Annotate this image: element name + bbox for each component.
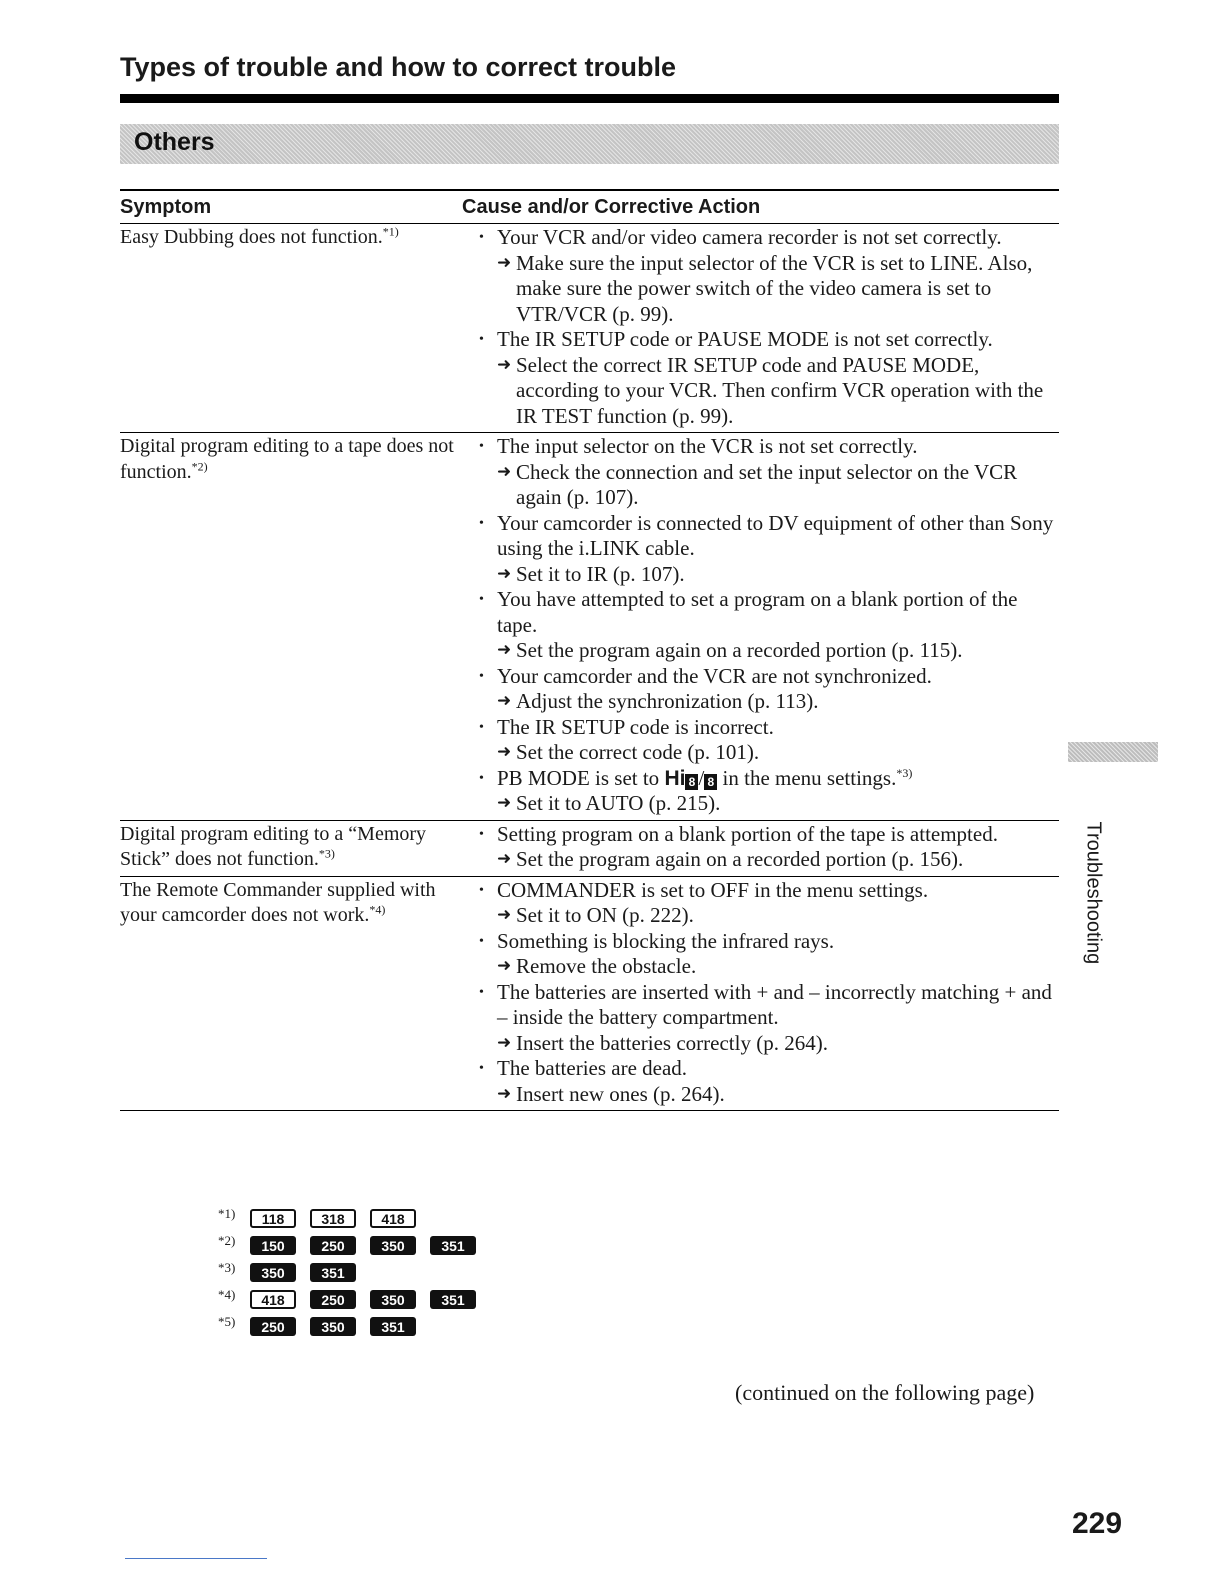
symptom-text: Easy Dubbing does not function. bbox=[120, 226, 383, 248]
cause-text: Your camcorder and the VCR are not synchronized. bbox=[497, 663, 932, 688]
cause-text: You have attempted to set a program on a blank portion of the tape. bbox=[497, 587, 1018, 637]
model-badge: 350 bbox=[250, 1263, 296, 1282]
arrow-right-icon: ➜ bbox=[497, 252, 512, 273]
bullet-icon: • bbox=[479, 515, 484, 531]
cause-item bbox=[462, 929, 1059, 955]
hi8-logo-prefix: Hi bbox=[664, 766, 686, 790]
footnote-ref: *3) bbox=[318, 846, 335, 861]
table-row bbox=[120, 433, 1059, 821]
continued-note: (continued on the following page) bbox=[735, 1380, 1035, 1405]
cause-item bbox=[462, 511, 1059, 562]
table-body bbox=[120, 224, 1059, 1111]
table-row bbox=[120, 821, 1059, 877]
table-row bbox=[120, 877, 1059, 1112]
bullet-icon: • bbox=[479, 933, 484, 949]
cause-item bbox=[462, 878, 1059, 904]
cause-text: in the menu settings. bbox=[717, 765, 897, 790]
model-badge: 351 bbox=[430, 1236, 476, 1255]
action-item bbox=[462, 903, 1059, 929]
cause-text: The IR SETUP code is incorrect. bbox=[497, 714, 774, 739]
model-badge: 351 bbox=[370, 1317, 416, 1336]
action-text: Set it to AUTO (p. 215). bbox=[516, 791, 721, 815]
model-badge: 350 bbox=[370, 1236, 416, 1255]
action-text: Set the program again on a recorded portion (p. 115). bbox=[516, 638, 963, 662]
cause-item bbox=[462, 715, 1059, 741]
model-row bbox=[218, 1205, 490, 1232]
action-item bbox=[462, 847, 1059, 873]
action-text: Adjust the synchronization (p. 113). bbox=[516, 689, 819, 713]
symptom-cell bbox=[120, 225, 462, 429]
header-symptom: Symptom bbox=[120, 195, 212, 218]
cause-text: Something is blocking the infrared rays. bbox=[497, 928, 835, 953]
action-text: Set the program again on a recorded portion (p. 156). bbox=[516, 847, 964, 871]
causes-cell bbox=[462, 822, 1059, 873]
bullet-icon: • bbox=[479, 332, 484, 347]
slash-text: / bbox=[698, 765, 705, 790]
cause-text: Setting program on a blank portion of the tape is attempted. bbox=[497, 821, 998, 846]
cause-text: COMMANDER is set to OFF in the menu settings. bbox=[497, 877, 929, 902]
action-text: Make sure the input selector of the VCR is set to LINE. Also, make sure the power switch of the video camera is set to VTR/VCR (p. 99). bbox=[516, 250, 1033, 326]
action-item bbox=[462, 740, 1059, 766]
arrow-right-icon: ➜ bbox=[497, 691, 512, 711]
model-row bbox=[218, 1313, 490, 1340]
model-badge: 418 bbox=[250, 1290, 296, 1309]
action-item bbox=[462, 638, 1059, 664]
action-text: Check the connection and set the input selector on the VCR again (p. 107). bbox=[516, 459, 1018, 509]
table-row bbox=[120, 224, 1059, 433]
bullet-icon: • bbox=[479, 230, 484, 245]
model-badge: 418 bbox=[370, 1209, 416, 1228]
footnote-ref: *1) bbox=[382, 224, 399, 239]
bullet-icon: • bbox=[479, 826, 484, 842]
cause-item bbox=[462, 664, 1059, 690]
cause-item bbox=[462, 225, 1059, 251]
bullet-icon: • bbox=[479, 984, 484, 1000]
hi8-box-icon: 8 bbox=[685, 774, 698, 790]
symptom-text: Digital program editing to a tape does not function. bbox=[120, 435, 454, 483]
sidebar-tab bbox=[1068, 742, 1158, 762]
cause-text: Your VCR and/or video camera recorder is not set correctly. bbox=[497, 225, 1002, 249]
action-text: Remove the obstacle. bbox=[516, 954, 697, 978]
cause-text: The input selector on the VCR is not set correctly. bbox=[497, 434, 918, 458]
causes-cell bbox=[462, 434, 1059, 817]
model-row bbox=[218, 1286, 490, 1313]
action-item bbox=[462, 1082, 1059, 1108]
action-item bbox=[462, 353, 1059, 430]
model-row bbox=[218, 1232, 490, 1259]
cause-item bbox=[462, 587, 1059, 638]
cause-text: Your camcorder is connected to DV equipment of other than Sony using the i.LINK cable. bbox=[497, 510, 1054, 560]
cause-text: The batteries are inserted with + and – incorrectly matching + and – inside the battery compartment. bbox=[497, 979, 1052, 1029]
model-badge: 250 bbox=[310, 1236, 356, 1255]
cause-item bbox=[462, 327, 1059, 353]
model-key: *5) bbox=[218, 1313, 236, 1329]
title-rule bbox=[120, 94, 1059, 103]
arrow-right-icon: ➜ bbox=[497, 354, 512, 375]
model-legend bbox=[218, 1205, 490, 1340]
action-item bbox=[462, 562, 1059, 588]
bottom-rule bbox=[125, 1558, 267, 1559]
table-header bbox=[120, 191, 1059, 224]
action-text: Select the correct IR SETUP code and PAUSE MODE, according to your VCR. Then confirm VCR operation with the IR TEST function (p. 99). bbox=[516, 352, 1044, 428]
sidebar-label: Troubleshooting bbox=[1082, 821, 1105, 965]
page-number: 229 bbox=[1072, 1507, 1123, 1540]
footnote-ref: *2) bbox=[191, 458, 208, 473]
cause-item bbox=[462, 822, 1059, 848]
section-title: Others bbox=[134, 128, 215, 156]
action-text: Set the correct code (p. 101). bbox=[516, 740, 760, 764]
cause-item bbox=[462, 766, 1059, 792]
model-row bbox=[218, 1259, 490, 1286]
hi8-box-icon: 8 bbox=[704, 774, 717, 790]
bullet-icon: • bbox=[479, 668, 484, 684]
action-item bbox=[462, 689, 1059, 715]
model-badge: 350 bbox=[370, 1290, 416, 1309]
page-title: Types of trouble and how to correct trouble bbox=[120, 52, 677, 82]
arrow-right-icon: ➜ bbox=[497, 640, 512, 660]
symptom-cell bbox=[120, 822, 462, 873]
bullet-icon: • bbox=[479, 770, 484, 786]
model-badge: 351 bbox=[310, 1263, 356, 1282]
symptom-text: The Remote Commander supplied with your camcorder does not work. bbox=[120, 878, 436, 926]
arrow-right-icon: ➜ bbox=[497, 793, 512, 813]
action-item bbox=[462, 460, 1059, 511]
footnote-ref: *3) bbox=[896, 765, 913, 780]
model-badge: 118 bbox=[250, 1209, 296, 1228]
model-badge: 250 bbox=[310, 1290, 356, 1309]
arrow-right-icon: ➜ bbox=[497, 849, 512, 869]
causes-cell bbox=[462, 878, 1059, 1108]
header-cause: Cause and/or Corrective Action bbox=[462, 195, 761, 218]
arrow-right-icon: ➜ bbox=[497, 563, 512, 584]
arrow-right-icon: ➜ bbox=[497, 461, 512, 482]
model-badge: 250 bbox=[250, 1317, 296, 1336]
model-key: *1) bbox=[218, 1205, 236, 1221]
model-key: *3) bbox=[218, 1259, 236, 1275]
cause-item bbox=[462, 434, 1059, 460]
model-badge: 150 bbox=[250, 1236, 296, 1255]
cause-item bbox=[462, 1056, 1059, 1082]
action-text: Insert new ones (p. 264). bbox=[516, 1081, 725, 1106]
action-text: Set it to ON (p. 222). bbox=[516, 903, 694, 927]
action-item bbox=[462, 1031, 1059, 1057]
trouble-table bbox=[120, 189, 1059, 1111]
cause-item bbox=[462, 980, 1059, 1031]
arrow-right-icon: ➜ bbox=[497, 1032, 512, 1053]
bullet-icon: • bbox=[479, 882, 484, 898]
bullet-icon: • bbox=[479, 439, 484, 454]
bullet-icon: • bbox=[479, 1061, 484, 1076]
model-badge: 351 bbox=[430, 1290, 476, 1309]
arrow-right-icon: ➜ bbox=[497, 742, 512, 762]
cause-text: The batteries are dead. bbox=[497, 1056, 688, 1080]
arrow-right-icon: ➜ bbox=[497, 956, 512, 976]
footnote-ref: *4) bbox=[369, 902, 386, 917]
action-item bbox=[462, 251, 1059, 328]
section-band bbox=[120, 124, 1059, 164]
model-key: *2) bbox=[218, 1232, 236, 1248]
action-item bbox=[462, 954, 1059, 980]
cause-text: The IR SETUP code or PAUSE MODE is not set correctly. bbox=[497, 327, 993, 351]
bullet-icon: • bbox=[479, 719, 484, 735]
symptom-cell bbox=[120, 434, 462, 817]
action-text: Set it to IR (p. 107). bbox=[516, 561, 685, 586]
model-badge: 350 bbox=[310, 1317, 356, 1336]
symptom-cell bbox=[120, 878, 462, 1108]
bullet-icon: • bbox=[479, 592, 484, 607]
model-badge: 318 bbox=[310, 1209, 356, 1228]
model-key: *4) bbox=[218, 1286, 236, 1302]
action-text: Insert the batteries correctly (p. 264). bbox=[516, 1030, 828, 1055]
causes-cell bbox=[462, 225, 1059, 429]
symptom-text: Digital program editing to a “Memory Stick” does not function. bbox=[120, 822, 427, 870]
arrow-right-icon: ➜ bbox=[497, 905, 512, 925]
arrow-right-icon: ➜ bbox=[497, 1083, 512, 1104]
action-item bbox=[462, 791, 1059, 817]
cause-text: PB MODE is set to bbox=[497, 765, 665, 790]
